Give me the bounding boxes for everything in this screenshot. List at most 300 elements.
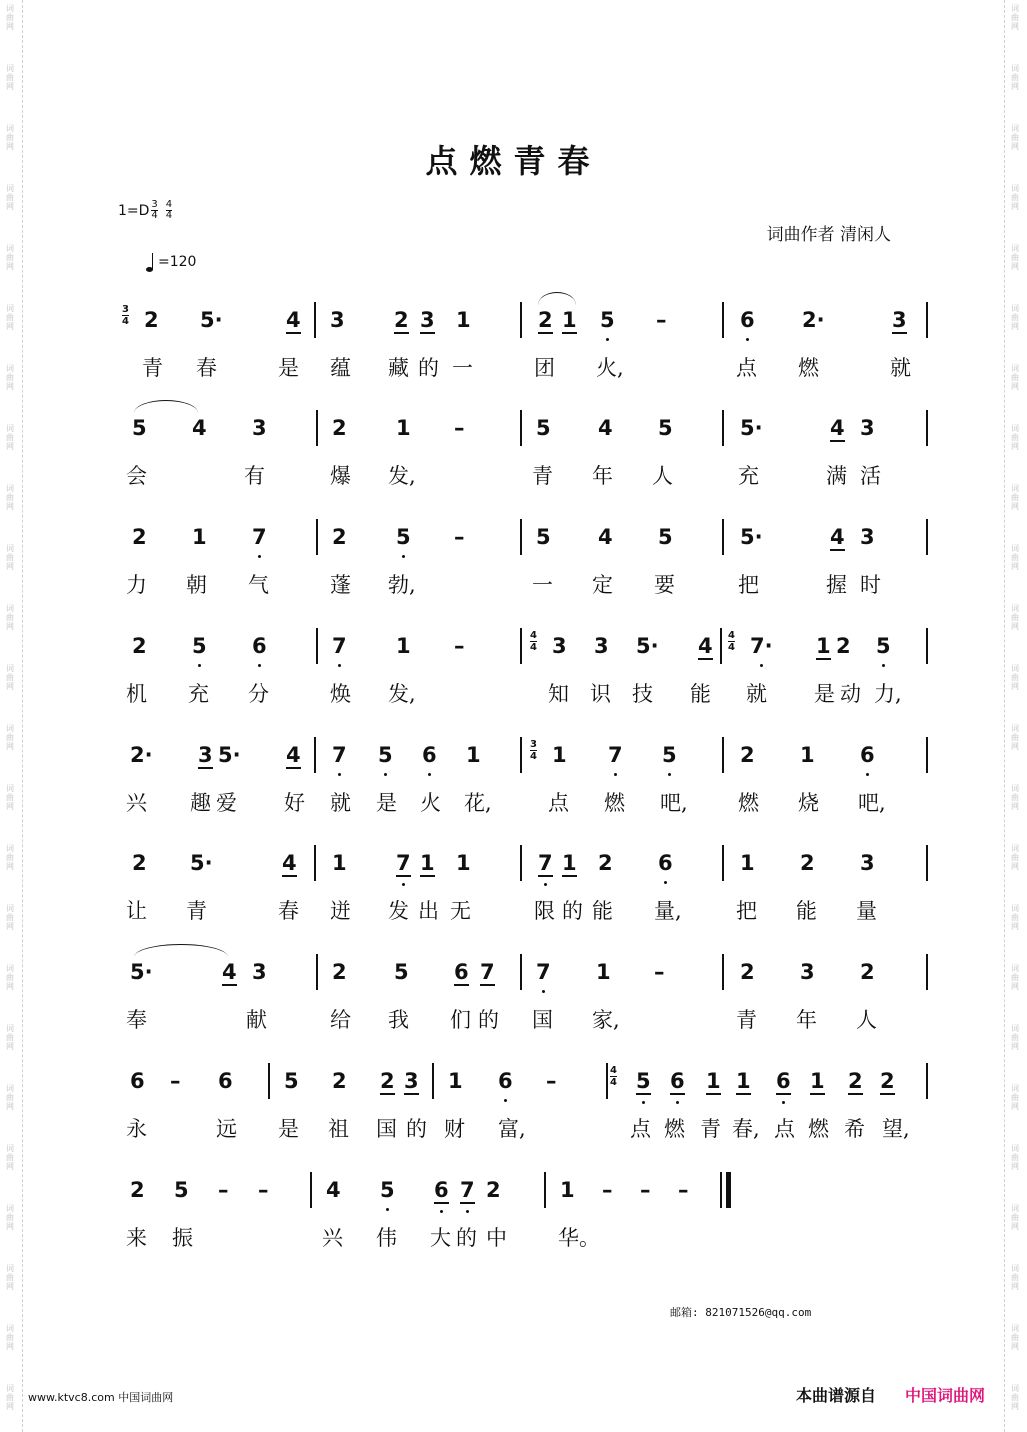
bar-line	[926, 302, 928, 338]
lyric-syllable: 好	[284, 791, 305, 815]
note: 5	[396, 525, 411, 549]
note: 7	[480, 960, 495, 984]
lyric-syllable: 青	[142, 356, 163, 380]
lyric-syllable: 青	[532, 464, 553, 488]
lyric-syllable: 望,	[882, 1117, 910, 1141]
lyric-syllable: 朝	[186, 573, 207, 597]
lyric-syllable: 吧,	[858, 791, 886, 815]
watermark-text: 词 曲 网	[1011, 844, 1019, 871]
lyric-line	[110, 1004, 930, 1034]
note: 3	[860, 525, 875, 549]
time-b-numerator: 4	[165, 199, 173, 210]
note: 2·	[130, 743, 153, 767]
lyric-syllable: 勃,	[388, 573, 416, 597]
lyric-syllable: 充	[188, 682, 209, 706]
time-numerator: 4	[610, 1065, 617, 1076]
bar-line	[316, 628, 318, 664]
lyric-syllable: 我	[388, 1008, 409, 1032]
low-octave-dot	[782, 1101, 785, 1104]
notation-line	[110, 1170, 930, 1212]
note: 2	[132, 525, 147, 549]
lyric-syllable: 一	[452, 356, 473, 380]
notation-line	[110, 408, 930, 450]
time-numerator: 3	[122, 304, 129, 315]
watermark-text: 词 曲 网	[6, 544, 14, 571]
lyric-syllable: 分	[248, 682, 269, 706]
note: 4	[282, 851, 297, 875]
low-octave-dot	[676, 1101, 679, 1104]
lyric-syllable: 永	[126, 1117, 147, 1141]
lyric-line	[110, 1222, 930, 1252]
note: 6	[776, 1069, 791, 1095]
lyric-syllable: 献	[246, 1008, 267, 1032]
notation-line	[110, 843, 930, 885]
note: 6	[740, 308, 755, 332]
note: 7	[536, 960, 551, 984]
note: 2	[332, 1069, 347, 1093]
note: 4	[286, 308, 301, 332]
bar-line	[722, 737, 724, 773]
lyric-syllable: 的	[478, 1008, 499, 1032]
lyric-syllable: 燃	[738, 791, 759, 815]
bar-line	[268, 1063, 270, 1099]
note: 6	[252, 634, 267, 658]
quarter-note-icon	[146, 252, 156, 272]
lyric-syllable: 财	[444, 1117, 465, 1141]
watermark-text: 词 曲 网	[6, 484, 14, 511]
low-octave-dot	[882, 664, 885, 667]
bar-line	[722, 410, 724, 446]
note: 3	[330, 308, 345, 332]
sustain-dash: –	[454, 416, 465, 440]
time-numerator: 4	[530, 630, 537, 641]
lyric-syllable: 能	[796, 899, 817, 923]
lyric-syllable: 春,	[732, 1117, 760, 1141]
lyric-syllable: 给	[330, 1008, 351, 1032]
key-signature	[118, 200, 172, 221]
lyric-syllable: 能	[690, 682, 711, 706]
lyric-syllable: 是	[376, 791, 397, 815]
lyric-syllable: 的	[456, 1226, 477, 1250]
note: 4	[192, 416, 207, 440]
bar-line	[926, 737, 928, 773]
note: 6	[454, 960, 469, 984]
watermark-text: 词 曲 网	[1011, 964, 1019, 991]
low-octave-dot	[338, 773, 341, 776]
time-denominator: 4	[122, 316, 129, 327]
watermark-text: 词 曲 网	[6, 964, 14, 991]
lyric-syllable: 家,	[592, 1008, 620, 1032]
note: 2	[132, 634, 147, 658]
lyric-syllable: 焕	[330, 682, 351, 706]
note: 3	[892, 308, 907, 332]
lyric-syllable: 发,	[388, 464, 416, 488]
lyric-syllable: 兴	[322, 1226, 343, 1250]
note: 6	[498, 1069, 513, 1093]
note: 6	[434, 1178, 449, 1204]
lyric-syllable: 爱	[216, 791, 237, 815]
note: 5·	[740, 525, 763, 549]
lyric-syllable: 的	[562, 899, 583, 923]
bar-line	[520, 302, 522, 338]
watermark-text: 词 曲 网	[6, 664, 14, 691]
bar-line	[926, 1063, 928, 1099]
note: 1	[800, 743, 815, 767]
bar-line	[720, 628, 722, 664]
lyric-syllable: 力,	[874, 682, 902, 706]
low-octave-dot	[606, 338, 609, 341]
lyric-syllable: 人	[652, 464, 673, 488]
lyric-syllable: 国	[376, 1117, 397, 1141]
watermark-text: 词 曲 网	[6, 1384, 14, 1411]
lyric-line	[110, 460, 930, 490]
low-octave-dot	[544, 883, 547, 886]
lyric-syllable: 祖	[328, 1117, 349, 1141]
sustain-dash: –	[218, 1178, 229, 1202]
watermark-text: 词 曲 网	[1011, 784, 1019, 811]
notation-line	[110, 735, 930, 777]
watermark-text: 词 曲 网	[1011, 4, 1019, 31]
lyric-syllable: 一	[532, 573, 553, 597]
watermark-text: 词 曲 网	[6, 1144, 14, 1171]
time-numerator: 3	[530, 739, 537, 750]
lyric-syllable: 燃	[604, 791, 625, 815]
low-octave-dot	[664, 881, 667, 884]
note: 4	[830, 525, 845, 549]
lyric-syllable: 中	[486, 1226, 507, 1250]
low-octave-dot	[402, 555, 405, 558]
note: 7·	[750, 634, 773, 658]
time-b-denominator: 4	[165, 210, 173, 221]
lyric-syllable: 出	[418, 899, 439, 923]
watermark-text: 词 曲 网	[6, 304, 14, 331]
note: 4	[598, 525, 613, 549]
time-signature-a	[151, 200, 157, 221]
note: 1	[736, 1069, 751, 1093]
lyric-syllable: 是	[278, 1117, 299, 1141]
lyric-syllable: 点	[548, 791, 569, 815]
note: 4	[222, 960, 237, 984]
note: 1	[816, 634, 831, 658]
note: 7	[252, 525, 267, 549]
lyric-syllable: 握	[826, 573, 847, 597]
lyric-syllable: 满	[826, 464, 847, 488]
bar-line	[926, 519, 928, 555]
note: 7	[608, 743, 623, 767]
watermark-text: 词 曲 网	[1011, 244, 1019, 271]
lyric-syllable: 燃	[808, 1117, 829, 1141]
low-octave-dot	[384, 773, 387, 776]
lyric-syllable: 知	[548, 682, 569, 706]
lyric-syllable: 就	[890, 356, 911, 380]
note: 1	[396, 416, 411, 440]
lyric-syllable: 烧	[798, 791, 819, 815]
lyric-syllable: 国	[532, 1008, 553, 1032]
bar-line	[314, 737, 316, 773]
bar-line	[520, 410, 522, 446]
lyric-syllable: 的	[418, 356, 439, 380]
lyric-syllable: 爆	[330, 464, 351, 488]
lyric-line	[110, 678, 930, 708]
bar-line	[606, 1063, 608, 1099]
lyric-syllable: 伟	[376, 1226, 397, 1250]
note: 1	[420, 851, 435, 875]
note: 4	[326, 1178, 341, 1202]
sustain-dash: –	[640, 1178, 651, 1202]
lyric-syllable: 年	[592, 464, 613, 488]
note: 2	[538, 308, 553, 332]
lyric-syllable: 青	[186, 899, 207, 923]
time-numerator: 4	[728, 630, 735, 641]
bar-line	[432, 1063, 434, 1099]
bar-line	[926, 628, 928, 664]
lyric-syllable: 燃	[664, 1117, 685, 1141]
lyric-syllable: 让	[126, 899, 147, 923]
note: 5	[658, 525, 673, 549]
lyric-line	[110, 569, 930, 599]
watermark-text: 词 曲 网	[1011, 484, 1019, 511]
lyric-syllable: 活	[860, 464, 881, 488]
low-octave-dot	[746, 338, 749, 341]
lyric-syllable: 量,	[654, 899, 682, 923]
low-octave-dot	[542, 990, 545, 993]
lyric-syllable: 蓬	[330, 573, 351, 597]
bar-line	[520, 737, 522, 773]
lyric-syllable: 燃	[798, 356, 819, 380]
bar-line	[926, 954, 928, 990]
note: 5	[380, 1178, 395, 1202]
note: 5	[536, 525, 551, 549]
lyric-syllable: 富,	[498, 1117, 526, 1141]
note: 1	[560, 1178, 575, 1202]
contact-email: 邮箱: 821071526@qq.com	[670, 1306, 812, 1319]
lyric-syllable: 定	[592, 573, 613, 597]
note: 7	[332, 634, 347, 658]
slur-arc	[538, 292, 576, 305]
left-watermark-strip	[0, 0, 23, 1432]
lyric-syllable: 就	[330, 791, 351, 815]
note: 7	[460, 1178, 475, 1204]
sustain-dash: –	[602, 1178, 613, 1202]
note: 2	[800, 851, 815, 875]
lyric-syllable: 远	[216, 1117, 237, 1141]
note: 5	[192, 634, 207, 658]
low-octave-dot	[760, 664, 763, 667]
watermark-text: 词 曲 网	[6, 1204, 14, 1231]
bar-line	[316, 954, 318, 990]
time-signature-change	[728, 630, 735, 653]
bar-line	[316, 410, 318, 446]
bar-line	[722, 954, 724, 990]
bar-line	[926, 410, 928, 446]
key-text: 1=D	[118, 202, 150, 219]
lyric-syllable: 兴	[126, 791, 147, 815]
note: 6	[658, 851, 673, 875]
watermark-text: 词 曲 网	[6, 1084, 14, 1111]
note: 2	[332, 525, 347, 549]
bar-line	[520, 628, 522, 664]
note: 5·	[636, 634, 659, 658]
watermark-text: 词 曲 网	[1011, 1024, 1019, 1051]
note: 4	[830, 416, 845, 440]
sustain-dash: –	[678, 1178, 689, 1202]
note: 3	[860, 851, 875, 875]
watermark-text: 词 曲 网	[6, 64, 14, 91]
sustain-dash: –	[654, 960, 665, 984]
note: 1	[448, 1069, 463, 1093]
composer-credit: 词曲作者 清闲人	[766, 225, 891, 245]
sustain-dash: –	[454, 525, 465, 549]
note: 5	[174, 1178, 189, 1202]
lyric-syllable: 趣	[190, 791, 211, 815]
watermark-text: 词 曲 网	[1011, 604, 1019, 631]
note: 2	[332, 416, 347, 440]
watermark-text: 词 曲 网	[6, 244, 14, 271]
lyric-syllable: 振	[172, 1226, 193, 1250]
note: 6	[422, 743, 437, 767]
lyric-syllable: 青	[700, 1117, 721, 1141]
lyric-syllable: 就	[746, 682, 767, 706]
low-octave-dot	[614, 773, 617, 776]
note: 1	[466, 743, 481, 767]
lyric-syllable: 识	[590, 682, 611, 706]
watermark-text: 词 曲 网	[1011, 904, 1019, 931]
lyric-syllable: 量	[856, 899, 877, 923]
low-octave-dot	[642, 1101, 645, 1104]
bar-line	[314, 302, 316, 338]
time-denominator: 4	[530, 642, 537, 653]
note: 2	[132, 851, 147, 875]
low-octave-dot	[258, 664, 261, 667]
time-signature-change	[610, 1065, 617, 1088]
lyric-syllable: 人	[856, 1008, 877, 1032]
low-octave-dot	[198, 664, 201, 667]
note: 5	[636, 1069, 651, 1095]
lyric-syllable: 大	[430, 1226, 451, 1250]
lyric-syllable: 有	[244, 464, 265, 488]
lyric-syllable: 力	[126, 573, 147, 597]
watermark-text: 词 曲 网	[1011, 424, 1019, 451]
watermark-text: 词 曲 网	[1011, 724, 1019, 751]
note: 1	[596, 960, 611, 984]
note: 1	[396, 634, 411, 658]
note: 1	[810, 1069, 825, 1093]
note: 5	[876, 634, 891, 658]
note: 1	[740, 851, 755, 875]
footer-site: www.ktvc8.com 中国词曲网	[28, 1391, 174, 1404]
sustain-dash: –	[656, 308, 667, 332]
watermark-text: 词 曲 网	[6, 184, 14, 211]
note: 2	[740, 743, 755, 767]
note: 4	[598, 416, 613, 440]
note: 2	[880, 1069, 895, 1093]
lyric-syllable: 会	[126, 464, 147, 488]
time-denominator: 4	[530, 751, 537, 762]
note: 4	[698, 634, 713, 658]
lyric-syllable: 迸	[330, 899, 351, 923]
lyric-syllable: 充	[738, 464, 759, 488]
time-signature-change	[530, 739, 537, 762]
slur-arc	[134, 944, 228, 957]
lyric-syllable: 技	[632, 682, 653, 706]
tempo-marking	[146, 252, 196, 272]
low-octave-dot	[668, 773, 671, 776]
low-octave-dot	[338, 664, 341, 667]
footer-brand: 中国词曲网	[905, 1386, 986, 1405]
watermark-text: 词 曲 网	[6, 4, 14, 31]
lyric-syllable: 发,	[388, 682, 416, 706]
note: 2	[860, 960, 875, 984]
note: 1	[456, 308, 471, 332]
note: 3	[252, 416, 267, 440]
watermark-text: 词 曲 网	[6, 844, 14, 871]
lyric-syllable: 来	[126, 1226, 147, 1250]
note: 6	[670, 1069, 685, 1095]
notation-line	[110, 300, 930, 342]
note: 2	[740, 960, 755, 984]
watermark-text: 词 曲 网	[1011, 364, 1019, 391]
low-octave-dot	[428, 773, 431, 776]
watermark-text: 词 曲 网	[1011, 124, 1019, 151]
note: 2	[380, 1069, 395, 1093]
note: 6	[860, 743, 875, 767]
right-watermark-strip	[1004, 0, 1027, 1432]
note: 7	[332, 743, 347, 767]
note: 1	[456, 851, 471, 875]
bar-line	[316, 519, 318, 555]
lyric-syllable: 时	[860, 573, 881, 597]
lyric-syllable: 无	[450, 899, 471, 923]
bar-line	[520, 845, 522, 881]
bar-line	[520, 519, 522, 555]
note: 3	[800, 960, 815, 984]
sustain-dash: –	[454, 634, 465, 658]
time-signature-change	[122, 304, 129, 327]
note: 3	[252, 960, 267, 984]
note: 1	[562, 308, 577, 332]
time-denominator: 4	[728, 642, 735, 653]
note: 5	[536, 416, 551, 440]
note: 5	[658, 416, 673, 440]
lyric-line	[110, 895, 930, 925]
note: 2·	[802, 308, 825, 332]
watermark-text: 词 曲 网	[1011, 1144, 1019, 1171]
lyric-syllable: 蕴	[330, 356, 351, 380]
lyric-syllable: 青	[736, 1008, 757, 1032]
note: 2	[598, 851, 613, 875]
lyric-syllable: 藏	[388, 356, 409, 380]
note: 1	[332, 851, 347, 875]
lyric-syllable: 春	[196, 356, 217, 380]
note: 5	[378, 743, 393, 767]
note: 2	[836, 634, 851, 658]
note: 7	[538, 851, 553, 877]
note: 5	[394, 960, 409, 984]
watermark-text: 词 曲 网	[1011, 664, 1019, 691]
note: 3	[420, 308, 435, 332]
watermark-text: 词 曲 网	[6, 364, 14, 391]
note: 6	[218, 1069, 233, 1093]
lyric-syllable: 气	[248, 573, 269, 597]
watermark-text: 词 曲 网	[1011, 1084, 1019, 1111]
notation-line	[110, 1061, 930, 1103]
lyric-syllable: 点	[736, 356, 757, 380]
note: 3	[594, 634, 609, 658]
watermark-text: 词 曲 网	[6, 904, 14, 931]
note: 5·	[190, 851, 213, 875]
lyric-syllable: 吧,	[660, 791, 688, 815]
bar-line	[314, 845, 316, 881]
